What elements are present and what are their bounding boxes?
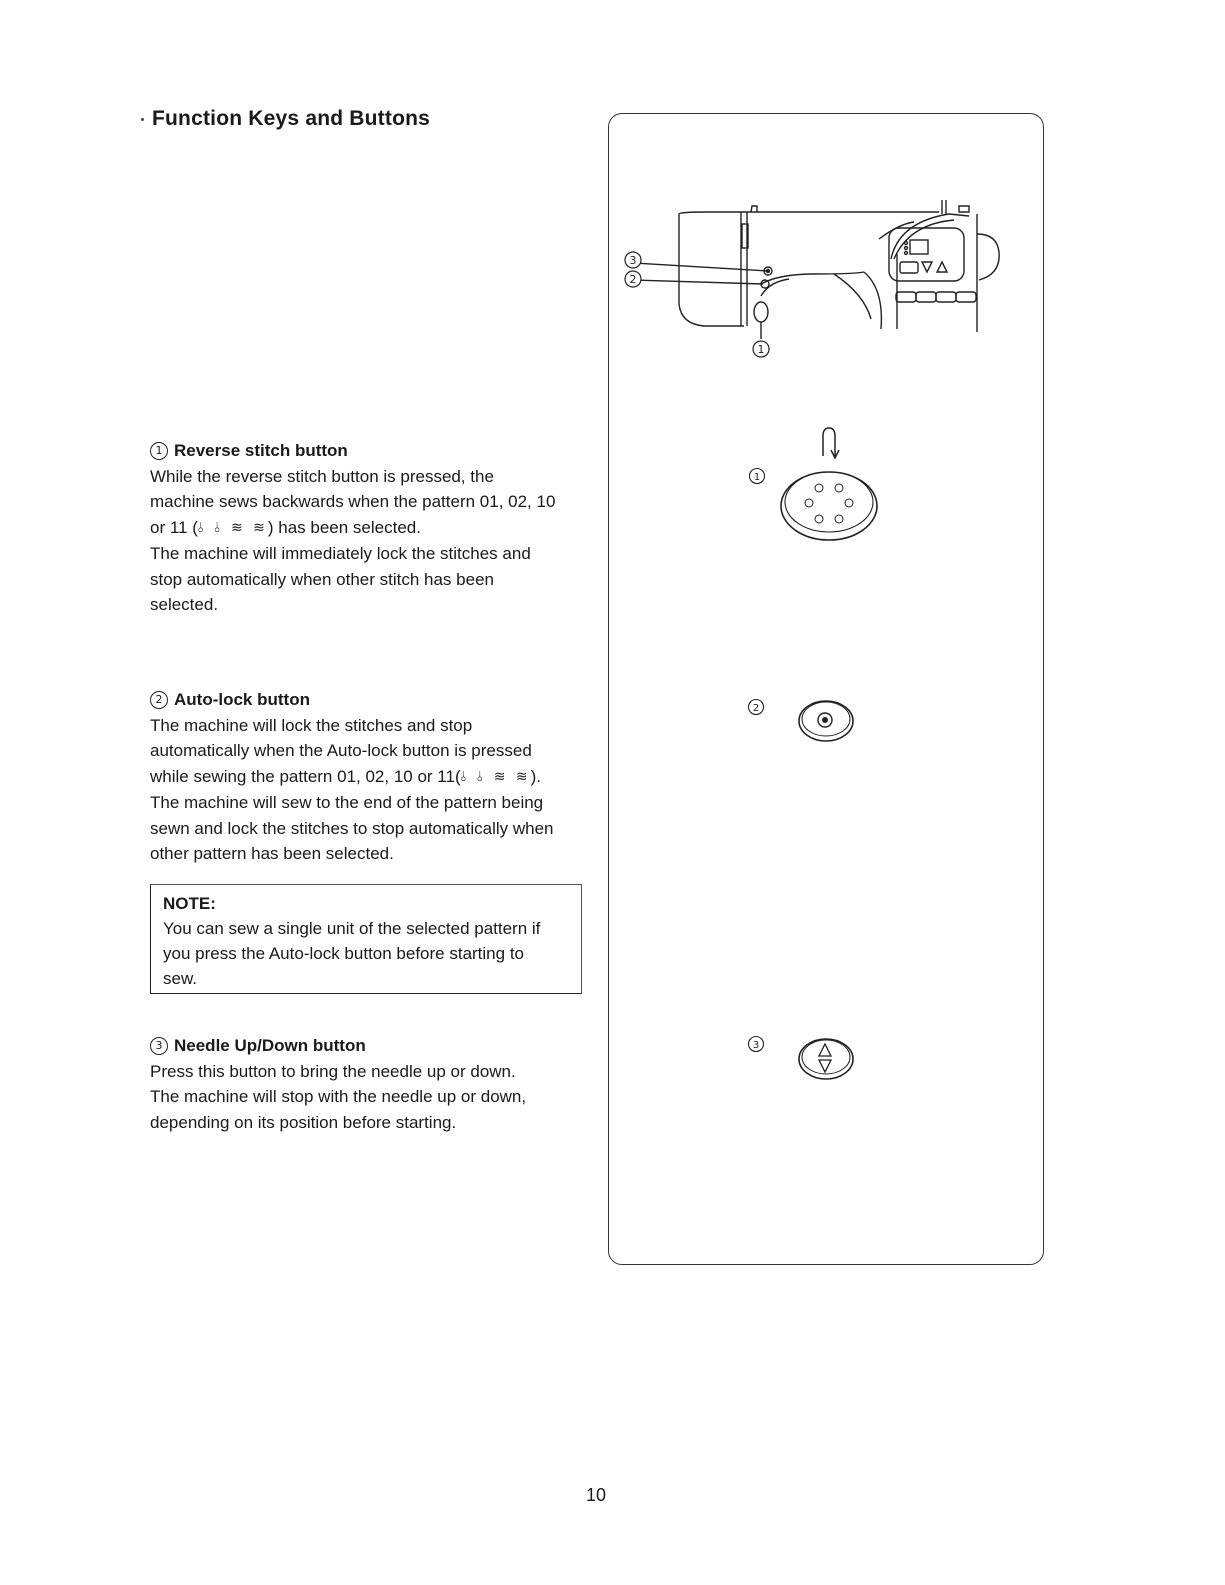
auto-lock-icon: [799, 701, 853, 741]
svg-text:1: 1: [753, 472, 761, 483]
callout-1: [753, 341, 769, 357]
section-title-text: Reverse stitch button: [174, 441, 348, 460]
note-line: sew.: [163, 969, 198, 988]
section-number-badge: 1: [150, 442, 168, 460]
body-line: selected.: [150, 595, 219, 614]
callout-3: [625, 252, 641, 268]
sewing-machine-diagram: [634, 200, 999, 339]
body-line: machine sews backwards when the pattern 01, 02, 10: [150, 492, 556, 511]
body-line: The machine will lock the stitches and stop: [150, 715, 473, 735]
needle-up-down-icon: [799, 1039, 853, 1079]
body-line: sewn and lock the stitches to stop automatically when: [150, 818, 554, 838]
callout-2: [625, 271, 641, 287]
body-line: The machine will stop with the needle up or down,: [150, 1087, 527, 1106]
page-number: 10: [586, 1485, 607, 1505]
section-reverse-stitch: [150, 438, 590, 618]
section-title: [150, 438, 590, 464]
body-line: [150, 515, 590, 542]
svg-text:3: 3: [752, 1040, 760, 1051]
bullet-dot: [141, 118, 144, 121]
svg-text:1: 1: [757, 343, 765, 356]
section-needle-up-down: [150, 1033, 590, 1135]
section-title: [150, 687, 595, 713]
section-title-text: Auto-lock button: [174, 690, 310, 709]
body-line: The machine will immediately lock the stitches and: [150, 544, 531, 563]
svg-text:2: 2: [629, 273, 637, 286]
body-line: depending on its position before starting.: [150, 1112, 457, 1132]
body-line: other pattern has been selected.: [150, 844, 394, 863]
svg-text:3: 3: [629, 254, 637, 267]
reverse-stitch-button-icon: [781, 472, 877, 540]
section-body: [150, 1059, 590, 1136]
body-line: [150, 764, 595, 791]
body-line: stop automatically when other stitch has been: [150, 569, 494, 589]
button-label-1: [750, 469, 765, 484]
body-line: Press this button to bring the needle up or down.: [150, 1061, 516, 1081]
note-box: [150, 884, 582, 994]
section-number-badge: 3: [150, 1037, 168, 1055]
section-number-badge: 2: [150, 691, 168, 709]
section-body: [150, 464, 590, 618]
body-line: automatically when the Auto-lock button is pressed: [150, 741, 532, 760]
section-title: [150, 1033, 590, 1059]
body-line: While the reverse stitch button is pressed, the: [150, 466, 494, 486]
button-label-3: [749, 1037, 764, 1052]
stitch-pattern-icons: ⫰ ⫰ ≋ ≋: [460, 768, 531, 785]
body-line-part: or 11 (: [150, 517, 198, 537]
body-line: The machine will sew to the end of the pattern being: [150, 793, 544, 812]
machine-illustration: [609, 114, 1045, 1266]
section-title-text: Needle Up/Down button: [174, 1036, 366, 1055]
svg-text:2: 2: [752, 703, 760, 714]
illustration-panel: [608, 113, 1044, 1265]
section-body: [150, 713, 595, 867]
stitch-pattern-icons: ⫰ ⫰ ≋ ≋: [197, 519, 268, 536]
note-line: you press the Auto-lock button before starting to: [163, 944, 524, 963]
page-heading: Function Keys and Buttons: [152, 107, 430, 130]
note-title: NOTE:: [163, 894, 216, 913]
note-line: You can sew a single unit of the selected pattern if: [163, 919, 541, 938]
button-label-2: [749, 700, 764, 715]
body-line-part: ).: [530, 766, 541, 786]
body-line-part: while sewing the pattern 01, 02, 10 or 11(: [150, 766, 461, 786]
reverse-arrow-icon: [823, 428, 839, 458]
body-line-part: ) has been selected.: [267, 517, 421, 537]
section-auto-lock: [150, 687, 595, 867]
